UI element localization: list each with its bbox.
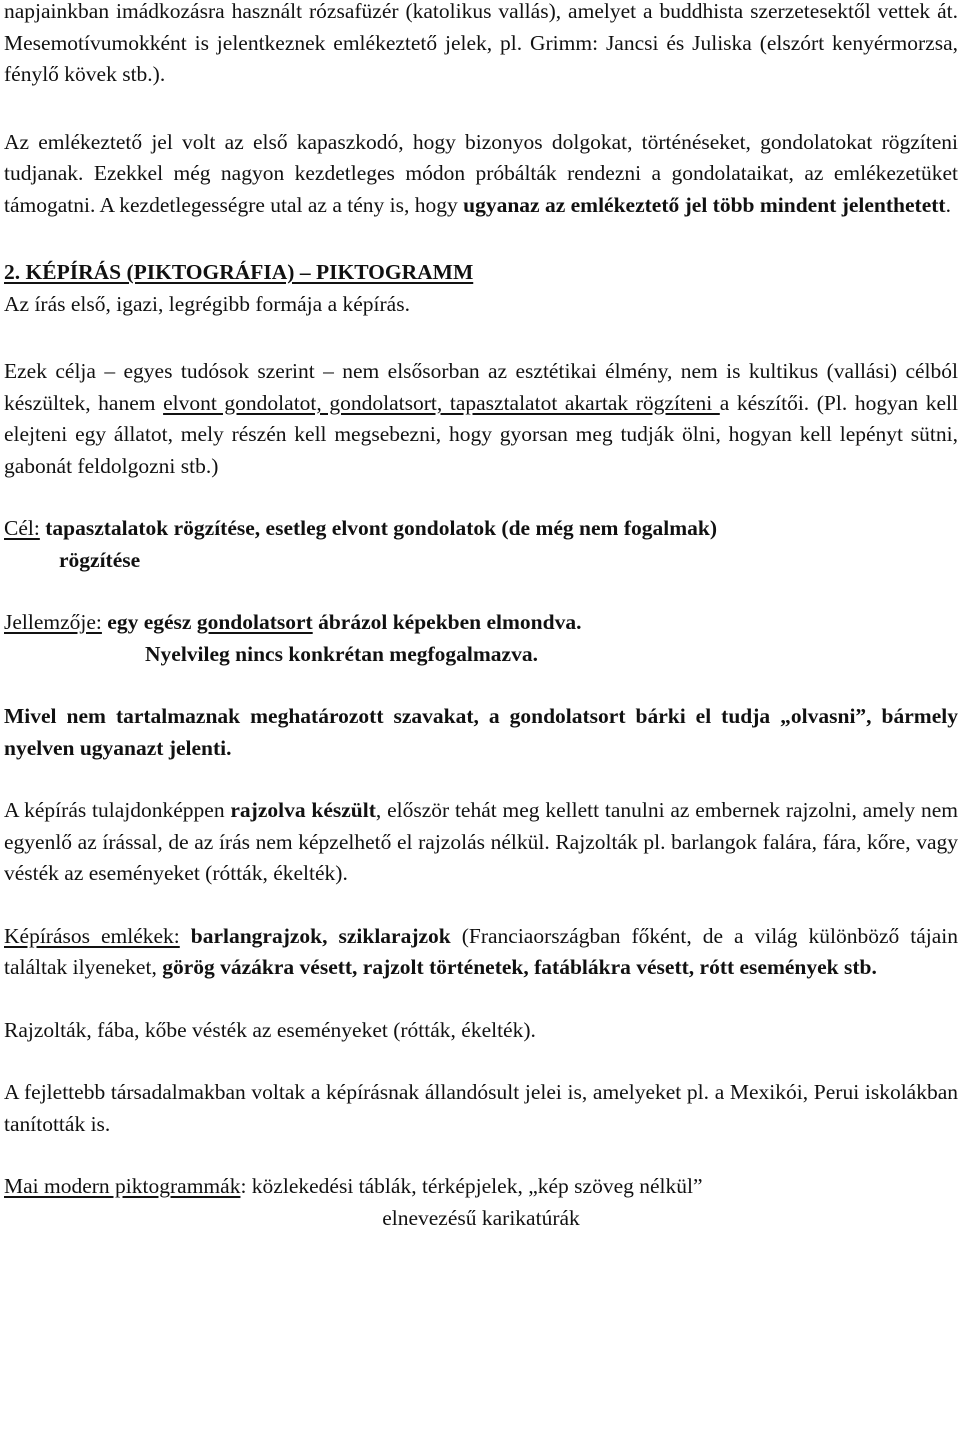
text: (Franciaországban főként, de a világ különböző tájain találtak ilyeneket, (4, 923, 959, 979)
modern-pictograms-line (4, 1171, 958, 1203)
text: . (945, 192, 951, 217)
goal-line (4, 513, 958, 545)
bold-text: barlangrajzok, sziklarajzok (179, 923, 451, 948)
section-subheading: Az írás első, igazi, legrégibb formája a képírás. (4, 291, 410, 316)
paragraph-no-words: Mivel nem tartalmaznak meghatározott szavakat, a gondolatsort bárki el tudja „olvasni”, bármely nyelven ugyanazt jelenti. (4, 704, 958, 760)
modern-pictograms-line-2: elnevezésű karikatúrák (382, 1205, 580, 1230)
paragraph-purpose (4, 356, 958, 482)
text: A képírás tulajdonképpen (4, 798, 231, 822)
text: Ezek célja – egyes tudósok szerint – nem elsősorban az esztétikai élmény, nem is kultikus (vallási) célból készültek, hanem (4, 359, 958, 415)
bold-text: görög vázákra vésett, rajzolt történetek, fatáblákra vésett, rótt események stb. (162, 955, 877, 979)
paragraph-relics (4, 921, 958, 984)
paragraph-drawing (4, 795, 958, 890)
bold-text: ugyanaz az emlékeztető jel több mindent jelenthetett (463, 192, 946, 217)
text: a készítői. (Pl. hogyan kell elejteni egy állatot, mely részén kell megsebezni, hogy gyorsan meg tudják ölni, hogyan kell lepényt sütni, gabonát feldolgozni stb.) (4, 390, 958, 478)
underlined-text: elvont gondolatot, gondolatsort, tapasztalatot akartak rögzíteni (163, 390, 720, 415)
underlined-bold-text: gondolatsort (196, 610, 313, 634)
paragraph-carved: Rajzolták, fába, kőbe vésték az eseményeket (rótták, ékelték). (4, 1017, 536, 1042)
text: : közlekedési táblák, térképjelek, „kép szöveg nélkül” (240, 1174, 703, 1198)
relics-label: Képírásos emlékek: (4, 923, 180, 948)
text: Az emlékeztető jel volt az első kapaszkodó, hogy bizonyos dolgokat, történéseket, gondolatokat rögzíteni tudjanak. Ezekkel még nagyon kezdetleges módon próbálták rendezni a gondolataikat, az emlékezetüket támogatni. A kezdetlegességre utal az a tény is, hogy (4, 129, 958, 217)
paragraph-advanced-societies: A fejlettebb társadalmakban voltak a képírásnak állandósult jelei is, amelyeket pl. a Mexikói, Perui iskolákban tanították is. (4, 1080, 958, 1136)
goal-text-continued: rögzítése (59, 547, 141, 572)
goal-text: tapasztalatok rögzítése, esetleg elvont gondolatok (de még nem fogalmak) (39, 516, 717, 540)
section-heading: 2. KÉPÍRÁS (PIKTOGRÁFIA) – PIKTOGRAMM (4, 260, 474, 284)
paragraph-rosary: napjainkban imádkozásra használt rózsafüzér (katolikus vallás), amelyet a buddhista szerzetesektől vettek át. Mesemotívumokként is jelentkeznek emlékeztető jelek, pl. Grimm: Jancsi és Juliska (elszórt kenyérmorzsa, fénylő kövek stb.). (4, 0, 958, 86)
characteristic-line (4, 607, 958, 639)
modern-pictograms-label: Mai modern piktogrammák (4, 1174, 241, 1198)
text: egy egész (101, 610, 197, 634)
characteristic-line-2: Nyelvileg nincs konkrétan megfogalmazva. (145, 641, 538, 666)
paragraph-reminder-sign (4, 127, 958, 222)
bold-text: rajzolva készült (230, 798, 376, 822)
characteristic-label: Jellemzője: (4, 610, 102, 634)
text: ábrázol képekben elmondva. (312, 610, 582, 634)
goal-label: Cél: (4, 516, 40, 540)
text: , először tehát meg kellett tanulni az embernek rajzolni, amely nem egyenlő az írással, de az írás nem képzelhető el rajzolás nélkül. Rajzolták pl. barlangok falára, fára, kőre, vagy vésték az eseményeket (rótták, ékelték). (4, 798, 958, 885)
